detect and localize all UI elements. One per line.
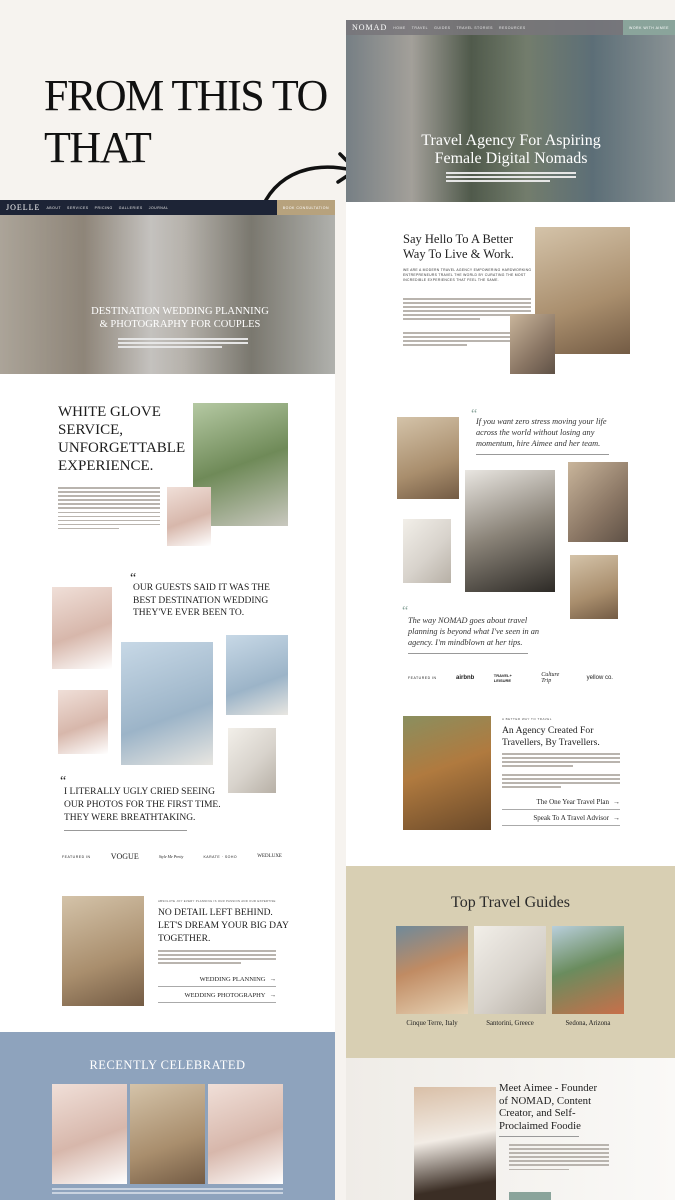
before-website (0, 200, 335, 1200)
right-hello-title: Say Hello To A Better Way To Live & Work. (403, 232, 514, 261)
right-meet-divider (499, 1136, 579, 1137)
right-nav-home[interactable]: HOME (393, 25, 406, 30)
left-flowers-photo (167, 487, 211, 546)
right-nav-resources[interactable]: RESOURCES (499, 25, 526, 30)
right-meet-body (509, 1144, 609, 1173)
right-whitewash-photo (403, 519, 451, 583)
left-featured-wedluxe: WEDLUXE (257, 854, 282, 859)
right-market-photo (510, 314, 555, 374)
left-nav-services[interactable]: SERVICES (67, 205, 89, 210)
left-quote2: I LITERALLY UGLY CRIED SEEING OUR PHOTOS FOR THE FIRST TIME. THEY WERE BREATHTAKING. (64, 787, 221, 823)
left-section2-body (158, 950, 276, 966)
right-courtyard-photo (397, 417, 459, 499)
right-guide-label-1[interactable]: Cinque Terre, Italy (406, 1020, 458, 1027)
right-featured-airbnb: airbnb (456, 675, 475, 681)
right-link-travel-plan[interactable]: The One Year Travel Plan → (502, 798, 620, 810)
left-embrace-photo (58, 690, 108, 754)
right-nav (346, 20, 675, 35)
right-nav-stories[interactable]: TRAVEL STORIES (456, 25, 494, 30)
left-nav-about[interactable]: ABOUT (46, 205, 61, 210)
right-nav-travel[interactable]: TRAVEL (411, 25, 429, 30)
left-recent-captions (52, 1188, 283, 1196)
left-nav-galleries[interactable]: GALLERIES (118, 205, 143, 210)
right-hero-title: Travel Agency For Aspiring Female Digital Nomads (421, 132, 601, 167)
right-aimee-photo (414, 1087, 496, 1200)
right-meet-section (346, 1058, 675, 1200)
page-heading-line-2: THAT (44, 123, 151, 172)
left-link-wedding-photography[interactable]: WEDDING PHOTOGRAPHY → (158, 992, 276, 1003)
left-walking-photo (121, 642, 213, 765)
after-website (346, 20, 675, 1200)
right-guides-section (346, 866, 675, 1058)
right-arch-photo (465, 470, 555, 592)
arrow-right-icon: → (613, 798, 620, 806)
right-guide-photo-2[interactable] (474, 926, 546, 1014)
right-featured-culture-trip: Culture Trip (541, 672, 560, 684)
left-recent-photo-1 (52, 1084, 127, 1184)
left-bouquet-photo (228, 728, 276, 793)
right-agency-body-2 (502, 774, 620, 790)
right-guide-photo-1[interactable] (396, 926, 468, 1014)
right-hero-subtext (446, 172, 576, 184)
left-featured-vogue: VOGUE (110, 852, 139, 861)
left-section2-title: NO DETAIL LEFT BEHIND. LET'S DREAM YOUR BIG DAY TOGETHER. (158, 908, 289, 944)
left-nav (0, 200, 335, 215)
left-quote2-divider (64, 830, 187, 831)
left-section1-title: WHITE GLOVE SERVICE, UNFORGETTABLE EXPERIENCE. (58, 404, 186, 474)
left-quote1: OUR GUESTS SAID IT WAS THE BEST DESTINATION WEDDING THEY'VE EVER BEEN TO. (133, 583, 270, 618)
right-guide-label-2[interactable]: Santorini, Greece (486, 1020, 534, 1027)
left-bride-photo (226, 635, 288, 715)
right-quote1-icon: “ (471, 407, 478, 422)
right-guide-label-3[interactable]: Sedona, Arizona (565, 1020, 611, 1027)
right-meet-button[interactable] (509, 1192, 551, 1200)
right-canal-photo (568, 462, 628, 542)
left-recent-section (0, 1032, 335, 1200)
right-agency-body (502, 753, 620, 769)
right-quote2: The way NOMAD goes about travel planning is beyond what I've seen in an agency. I'm mindblown at her tips. (408, 616, 540, 647)
right-quote2-icon: “ (402, 604, 409, 619)
right-featured-travel-leisure: TRAVEL+ LEISURE (493, 673, 512, 683)
left-quote1-icon: “ (130, 571, 137, 586)
left-chateau-photo (62, 896, 144, 1006)
right-door-photo (403, 716, 491, 830)
right-hello-kicker: WE ARE A MODERN TRAVEL AGENCY EMPOWERING HARDWORKING ENTREPRENEURS TRAVEL THE WORLD BY CURATING THE MOST INCREDIBLE EXPERIENCES THAT FEEL THE SAME. (403, 268, 532, 282)
left-section1-body (58, 487, 160, 532)
right-hillside-photo (570, 555, 618, 619)
right-featured-row (408, 672, 613, 684)
right-agency-kicker: A BETTER WAY TO TRAVEL (502, 717, 552, 721)
right-guides-title: Top Travel Guides (451, 894, 570, 911)
left-hero-subtext (118, 338, 248, 350)
right-link-travel-advisor[interactable]: Speak To A Travel Advisor → (502, 814, 620, 826)
left-featured-karate: KARATE · SOHO (203, 854, 238, 859)
right-quote2-divider (408, 653, 528, 654)
right-featured-label: FEATURED IN (408, 676, 437, 680)
left-featured-row (62, 852, 282, 861)
right-featured-yellow-co: yellow co. (586, 675, 613, 681)
right-meet-title: Meet Aimee - Founder of NOMAD, Content Creator, and Self- Proclaimed Foodie (499, 1082, 598, 1132)
right-logo[interactable]: NOMAD (352, 23, 388, 32)
page-heading-line-1: FROM THIS TO (44, 71, 327, 120)
left-recent-photo-2 (130, 1084, 205, 1184)
right-nav-guides[interactable]: GUIDES (434, 25, 451, 30)
left-featured-smp: Style Me Pretty (158, 854, 184, 859)
right-quote1-divider (476, 454, 609, 455)
left-hero-title: DESTINATION WEDDING PLANNING & PHOTOGRAPHY FOR COUPLES (91, 306, 269, 330)
arrow-right-icon: → (269, 992, 276, 999)
arrow-right-icon: → (613, 814, 620, 822)
left-featured-label: FEATURED IN (62, 854, 91, 859)
left-nav-journal[interactable]: JOURNAL (148, 205, 169, 210)
right-nav-cta-button[interactable]: WORK WITH AIMEE (623, 20, 675, 35)
left-logo[interactable]: JOELLE (6, 203, 41, 212)
right-agency-title: An Agency Created For Travellers, By Travellers. (502, 725, 600, 748)
left-nav-pricing[interactable]: PRICING (94, 205, 113, 210)
left-recent-photo-3 (208, 1084, 283, 1184)
arrow-right-icon: → (269, 976, 276, 983)
left-link-wedding-planning[interactable]: WEDDING PLANNING → (158, 976, 276, 987)
left-section2-kicker: ABSOLUTE JOY EVERY PLANNING IS OUR PASSION AND OUR EXPERTISE (158, 899, 276, 903)
left-recent-title: RECENTLY CELEBRATED (89, 1058, 246, 1072)
left-kiss-photo (52, 587, 112, 669)
left-quote2-icon: “ (60, 774, 67, 789)
right-guide-photo-3[interactable] (552, 926, 624, 1014)
left-nav-cta-button[interactable]: BOOK CONSULTATION (277, 200, 335, 215)
right-quote1: If you want zero stress moving your life across the world without losing any momentum, hire Aimee and her team. (476, 417, 607, 448)
